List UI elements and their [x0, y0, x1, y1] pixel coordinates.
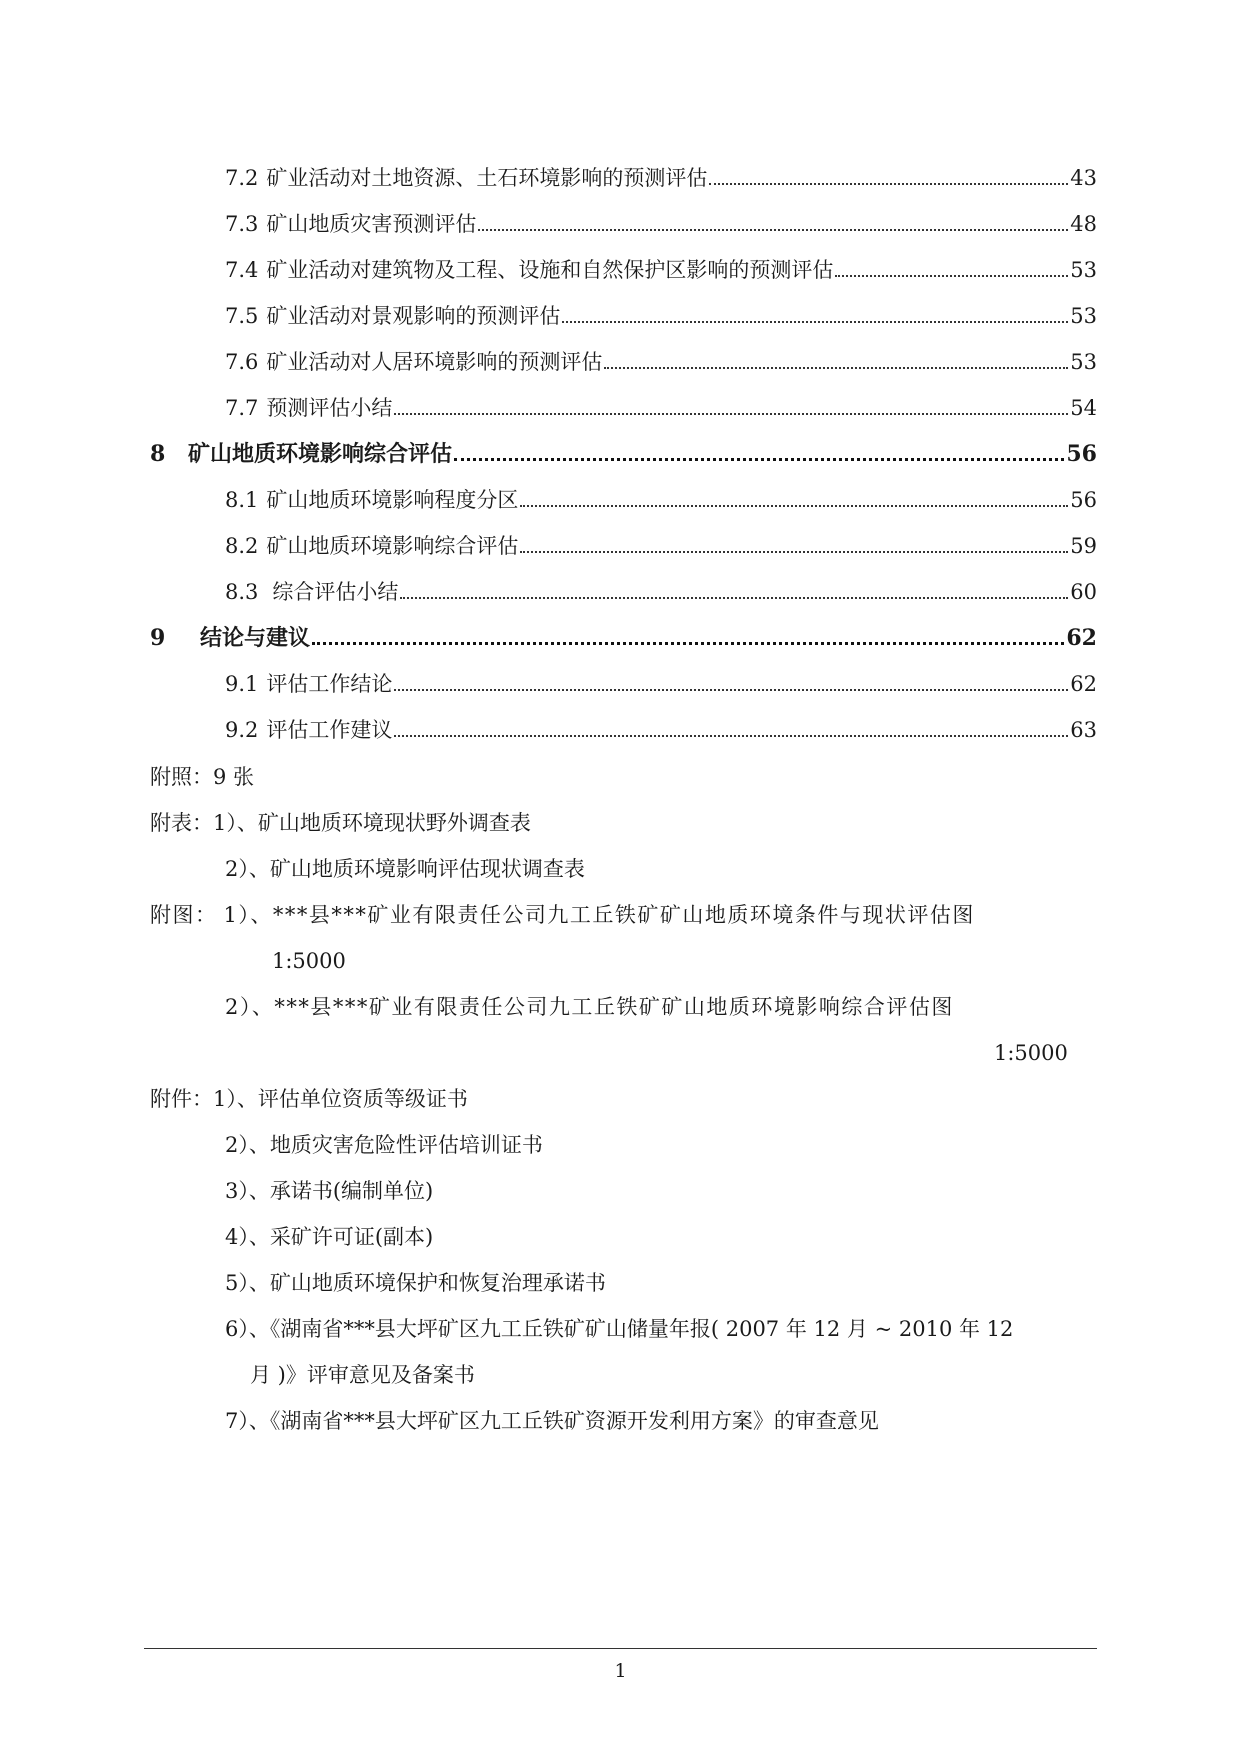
toc-entry-number: 7.4 — [225, 257, 259, 282]
tables-label: 附表： — [150, 811, 213, 835]
toc-entry-title: 评估工作结论 — [266, 671, 393, 696]
toc-leader-dots — [835, 275, 1068, 277]
toc-entry-number: 8.1 — [225, 487, 259, 512]
toc-entry-page: 59 — [1070, 533, 1097, 558]
toc-leader-dots — [312, 642, 1064, 645]
toc-entry[interactable] — [225, 295, 1097, 329]
toc-entry[interactable] — [225, 663, 1097, 697]
photos-count: 9 张 — [213, 765, 255, 789]
attachments-item: 1）、评估单位资质等级证书 — [213, 1087, 468, 1111]
toc-entry-page: 54 — [1070, 395, 1097, 420]
toc-entry[interactable] — [225, 387, 1097, 421]
figures-scale: 1:5000 — [994, 1041, 1068, 1065]
attachments-item: 2）、地质灾害危险性评估培训证书 — [225, 1133, 543, 1157]
toc-leader-dots — [520, 505, 1068, 507]
toc-entry-title: 评估工作建议 — [266, 717, 393, 742]
toc-chapter-number: 8 — [150, 440, 166, 467]
figures-scale: 1:5000 — [272, 949, 346, 973]
toc-entry-page: 56 — [1070, 487, 1097, 512]
toc-entry[interactable] — [225, 571, 1097, 605]
attachments-item: 5）、矿山地质环境保护和恢复治理承诺书 — [225, 1271, 606, 1295]
photos-label: 附照： — [150, 765, 213, 789]
toc-entry-number: 9.2 — [225, 717, 259, 742]
toc-entry-number: 7.3 — [225, 211, 259, 236]
toc-entry-number: 8.2 — [225, 533, 259, 558]
toc-entry-number: 7.7 — [225, 395, 259, 420]
toc-entry-number: 8.3 — [225, 579, 259, 604]
tables-item: 2）、矿山地质环境影响评估现状调查表 — [225, 857, 585, 881]
toc-entry-title: 矿山地质灾害预测评估 — [266, 211, 477, 236]
toc-entry-title: 矿业活动对建筑物及工程、设施和自然保护区影响的预测评估 — [266, 257, 834, 282]
toc-entry[interactable] — [225, 203, 1097, 237]
attachments-line — [150, 1087, 468, 1112]
toc-entry-title: 矿业活动对人居环境影响的预测评估 — [266, 349, 603, 374]
toc-leader-dots — [394, 413, 1068, 415]
toc-leader-dots — [394, 689, 1068, 691]
toc-chapter-title: 结论与建议 — [200, 624, 311, 651]
toc-entry-page: 60 — [1070, 579, 1097, 604]
photos-line — [150, 765, 254, 790]
toc-entry-number: 7.2 — [225, 165, 259, 190]
toc-entry-title: 预测评估小结 — [266, 395, 393, 420]
toc-entry-page: 63 — [1070, 717, 1097, 742]
toc-chapter-page: 56 — [1066, 440, 1097, 467]
toc-entry-page: 53 — [1070, 303, 1097, 328]
toc-chapter-number: 9 — [150, 624, 166, 651]
toc-leader-dots — [394, 735, 1068, 737]
toc-entry-page: 53 — [1070, 257, 1097, 282]
toc-chapter-page: 62 — [1066, 624, 1097, 651]
toc-entry-title: 矿山地质环境影响综合评估 — [266, 533, 519, 558]
toc-entry-number: 9.1 — [225, 671, 259, 696]
toc-entry-page: 48 — [1070, 211, 1097, 236]
toc-entry-page: 62 — [1070, 671, 1097, 696]
toc-entry[interactable] — [225, 479, 1097, 513]
attachments-item-continued: 月 )》评审意见及备案书 — [250, 1363, 475, 1387]
toc-entry-page: 53 — [1070, 349, 1097, 374]
attachments-label: 附件： — [150, 1087, 213, 1111]
toc-entry[interactable] — [225, 709, 1097, 743]
toc-entry[interactable] — [225, 249, 1097, 283]
toc-entry-page: 43 — [1070, 165, 1097, 190]
figures-item: 1）、***县***矿业有限责任公司九工丘铁矿矿山地质环境条件与现状评估图 — [223, 903, 975, 927]
toc-leader-dots — [562, 321, 1068, 323]
toc-chapter[interactable] — [150, 433, 1097, 467]
footer-divider — [144, 1648, 1097, 1649]
toc-entry-number: 7.6 — [225, 349, 259, 374]
toc-entry[interactable] — [225, 341, 1097, 375]
attachments-item: 4）、采矿许可证(副本) — [225, 1225, 434, 1249]
toc-entry[interactable] — [225, 525, 1097, 559]
figures-item: 2）、***县***矿业有限责任公司九工丘铁矿矿山地质环境影响综合评估图 — [225, 995, 954, 1019]
page-number: 1 — [614, 1660, 627, 1682]
toc-chapter-title: 矿山地质环境影响综合评估 — [188, 440, 453, 467]
toc-entry-title: 矿业活动对土地资源、土石环境影响的预测评估 — [266, 165, 708, 190]
attachments-item: 3）、承诺书(编制单位) — [225, 1179, 434, 1203]
toc-chapter[interactable] — [150, 617, 1097, 651]
tables-line — [150, 811, 531, 836]
toc-leader-dots — [604, 367, 1068, 369]
toc-entry-number: 7.5 — [225, 303, 259, 328]
toc-leader-dots — [454, 458, 1064, 461]
tables-item: 1）、矿山地质环境现状野外调查表 — [213, 811, 531, 835]
figures-line — [150, 903, 1095, 928]
tables-line — [225, 857, 585, 882]
toc-entry-title: 矿山地质环境影响程度分区 — [266, 487, 519, 512]
toc-leader-dots — [478, 229, 1068, 231]
toc-entry[interactable] — [225, 157, 1097, 191]
toc-entry-title: 矿业活动对景观影响的预测评估 — [266, 303, 561, 328]
attachments-item: 7）、《湖南省***县大坪矿区九工丘铁矿资源开发利用方案》的审查意见 — [225, 1409, 879, 1433]
figures-label: 附图： — [150, 903, 218, 927]
toc-leader-dots — [709, 183, 1068, 185]
attachments-item: 6）、《湖南省***县大坪矿区九工丘铁矿矿山储量年报( 2007 年 12 月 ~ 2010 年 12 — [225, 1317, 1014, 1341]
toc-entry-title: 综合评估小结 — [272, 579, 399, 604]
toc-leader-dots — [520, 551, 1068, 553]
toc-leader-dots — [400, 597, 1068, 599]
